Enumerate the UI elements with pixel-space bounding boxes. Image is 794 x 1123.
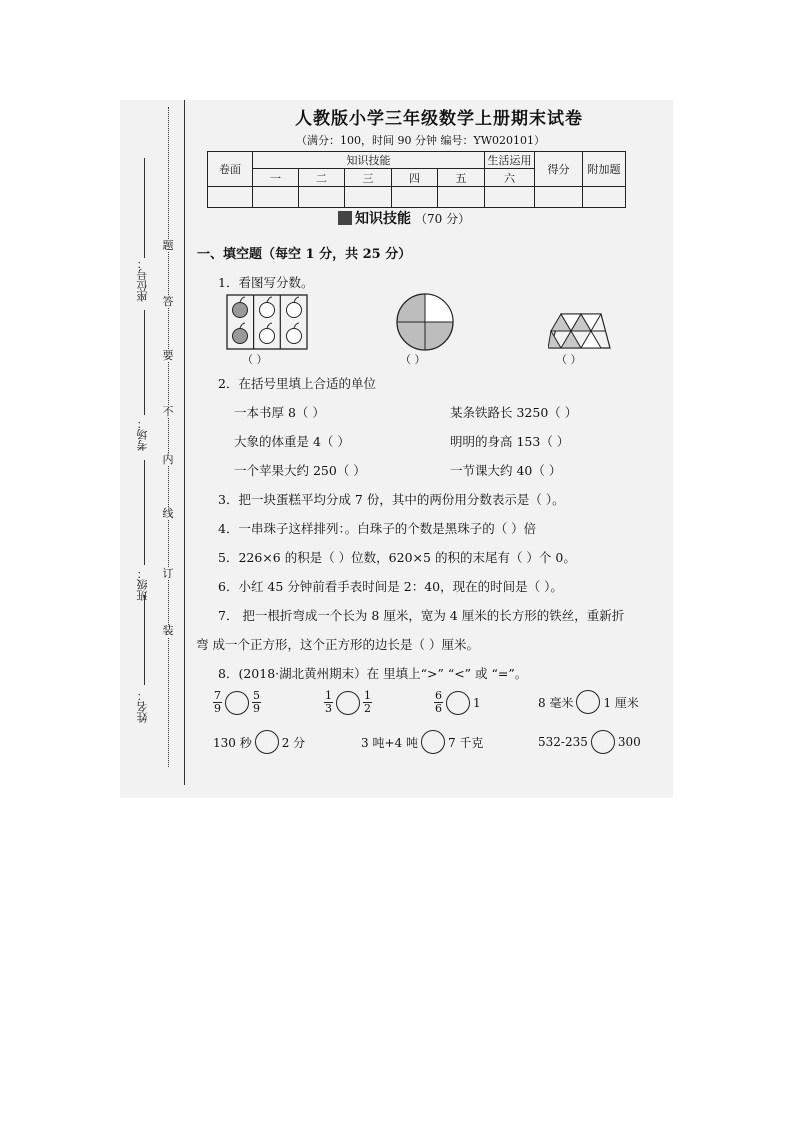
q5-text[interactable]: 5．226×6 的积是（ ）位数，620×5 的积的末尾有（ ）个 0。 xyxy=(218,550,576,565)
q8-compare xyxy=(538,730,641,754)
compare-value: 130 秒 xyxy=(213,735,252,750)
score-cell[interactable] xyxy=(253,187,299,208)
q2-item[interactable]: 明明的身高 153（ ） xyxy=(450,434,570,449)
col-fujia: 附加题 xyxy=(583,152,626,187)
compare-circle[interactable] xyxy=(576,690,600,714)
seal-char: 题 xyxy=(162,239,174,252)
fraction: $\frac{1}{2}$ xyxy=(364,689,371,715)
seal-char: 装 xyxy=(162,624,174,637)
q8-compare xyxy=(213,730,305,754)
q2-text: 2．在括号里填上合适的单位 xyxy=(218,376,376,391)
fraction: $\frac{6}{6}$ xyxy=(435,689,442,715)
apple-icon xyxy=(287,323,302,344)
col-number: 五 xyxy=(438,169,485,187)
class-underline xyxy=(144,460,145,565)
compare-value: 2 分 xyxy=(281,735,306,750)
compare-value: 8 毫米 xyxy=(538,695,574,710)
compare-value: 3 吨+4 吨 xyxy=(361,735,418,750)
apple-icon xyxy=(233,323,248,344)
fraction: $\frac{1}{3}$ xyxy=(325,689,332,715)
name-label: 姓名： xyxy=(136,690,149,723)
section-icon xyxy=(338,211,352,225)
compare-circle[interactable] xyxy=(591,730,615,754)
class-label: 班级： xyxy=(136,568,149,601)
q2-item[interactable]: 一个苹果大约 250（ ） xyxy=(234,463,366,478)
section-name: 知识技能 xyxy=(355,211,411,227)
q8-compare xyxy=(361,730,483,754)
col-number: 二 xyxy=(299,169,345,187)
fraction: $\frac{5}{9}$ xyxy=(253,689,260,715)
score-cell[interactable] xyxy=(535,187,583,208)
circle-figure xyxy=(395,292,455,352)
compare-circle[interactable] xyxy=(446,691,470,715)
binding-dotted-line xyxy=(168,107,169,767)
score-cell[interactable] xyxy=(583,187,626,208)
compare-value: 1 xyxy=(473,695,481,710)
q1-blank-1[interactable]: （ ） xyxy=(242,353,268,366)
compare-circle[interactable] xyxy=(255,730,279,754)
q2-item[interactable]: 一本书厚 8（ ） xyxy=(234,405,325,420)
col-number: 六 xyxy=(485,169,535,187)
score-cell[interactable] xyxy=(392,187,438,208)
score-cell[interactable] xyxy=(485,187,535,208)
q8-compare xyxy=(538,690,639,714)
exam-room-label: 考场： xyxy=(136,418,149,451)
score-cell[interactable] xyxy=(438,187,485,208)
q8-compare xyxy=(213,690,261,715)
q2-item[interactable]: 大象的体重是 4（ ） xyxy=(234,434,350,449)
compare-circle[interactable] xyxy=(336,691,360,715)
fraction: $\frac{7}{9}$ xyxy=(214,689,221,715)
compare-value: 300 xyxy=(617,735,641,749)
q4-text[interactable]: 4．一串珠子这样排列：。白珠子的个数是黑珠子的（ ）倍 xyxy=(218,521,537,536)
q2-item[interactable]: 一节课大约 40（ ） xyxy=(450,463,562,478)
apple-icon xyxy=(260,323,275,344)
apple-icon xyxy=(287,297,302,318)
q1-text: 1．看图写分数。 xyxy=(218,275,314,290)
col-number: 一 xyxy=(253,169,299,187)
seal-char: 内 xyxy=(162,453,174,466)
apples-figure xyxy=(226,294,308,350)
compare-value: 7 千克 xyxy=(447,735,484,750)
seal-char: 答 xyxy=(162,295,174,308)
q7-line-1: 7． 把一根折弯成一个长为 8 厘米，宽为 4 厘米的长方形的铁丝，重新折 xyxy=(218,608,625,623)
group-shenghuo: 生活运用 xyxy=(485,152,535,169)
seal-char: 要 xyxy=(162,349,174,362)
section-points: （70 分） xyxy=(415,212,471,226)
exam-title: 人教版小学三年级数学上册期末试卷 xyxy=(295,109,583,129)
q6-text[interactable]: 6．小红 45 分钟前看手表时间是 2：40，现在的时间是（ ）。 xyxy=(218,579,563,594)
q8-compare xyxy=(434,690,481,715)
binding-solid-line xyxy=(184,100,185,785)
score-table xyxy=(207,151,626,208)
seal-char: 线 xyxy=(162,507,174,520)
seal-char: 不 xyxy=(162,405,174,418)
seat-number-label: 座位号： xyxy=(136,258,149,302)
q2-item[interactable]: 某条铁路长 3250（ ） xyxy=(450,405,578,420)
triangles-figure xyxy=(548,312,612,350)
col-juanmian: 卷面 xyxy=(208,152,253,187)
compare-circle[interactable] xyxy=(421,730,445,754)
q7-line-2[interactable]: 弯 成一个正方形，这个正方形的边长是（ ）厘米。 xyxy=(196,637,479,652)
section-heading xyxy=(338,208,470,228)
exam-subtitle: （满分：100，时间 90 分钟 编号：YW020101） xyxy=(296,134,546,147)
compare-circle[interactable] xyxy=(225,691,249,715)
q8-text: 8．(2018·湖北黄州期末）在 里填上“>” “<” 或 “=”。 xyxy=(218,666,528,681)
seal-char: 订 xyxy=(162,567,174,580)
q1-blank-3[interactable]: （ ） xyxy=(556,353,582,366)
score-cell[interactable] xyxy=(208,187,253,208)
col-number: 四 xyxy=(392,169,438,187)
part1-heading: 一、填空题（每空 1 分，共 25 分） xyxy=(197,247,412,262)
compare-value: 1 厘米 xyxy=(603,695,639,710)
col-number: 三 xyxy=(345,169,392,187)
seat-underline xyxy=(144,158,145,258)
q8-compare xyxy=(324,690,372,715)
group-zhishi: 知识技能 xyxy=(253,152,485,169)
room-underline xyxy=(144,310,145,415)
apple-icon xyxy=(233,297,248,318)
score-cell[interactable] xyxy=(345,187,392,208)
name-underline xyxy=(144,595,145,685)
q1-blank-2[interactable]: （ ） xyxy=(400,353,426,366)
apple-icon xyxy=(260,297,275,318)
col-defen: 得分 xyxy=(535,152,583,187)
q3-text[interactable]: 3．把一块蛋糕平均分成 7 份，其中的两份用分数表示是（ ）。 xyxy=(218,492,565,507)
compare-value: 532-235 xyxy=(538,735,588,749)
score-cell[interactable] xyxy=(299,187,345,208)
